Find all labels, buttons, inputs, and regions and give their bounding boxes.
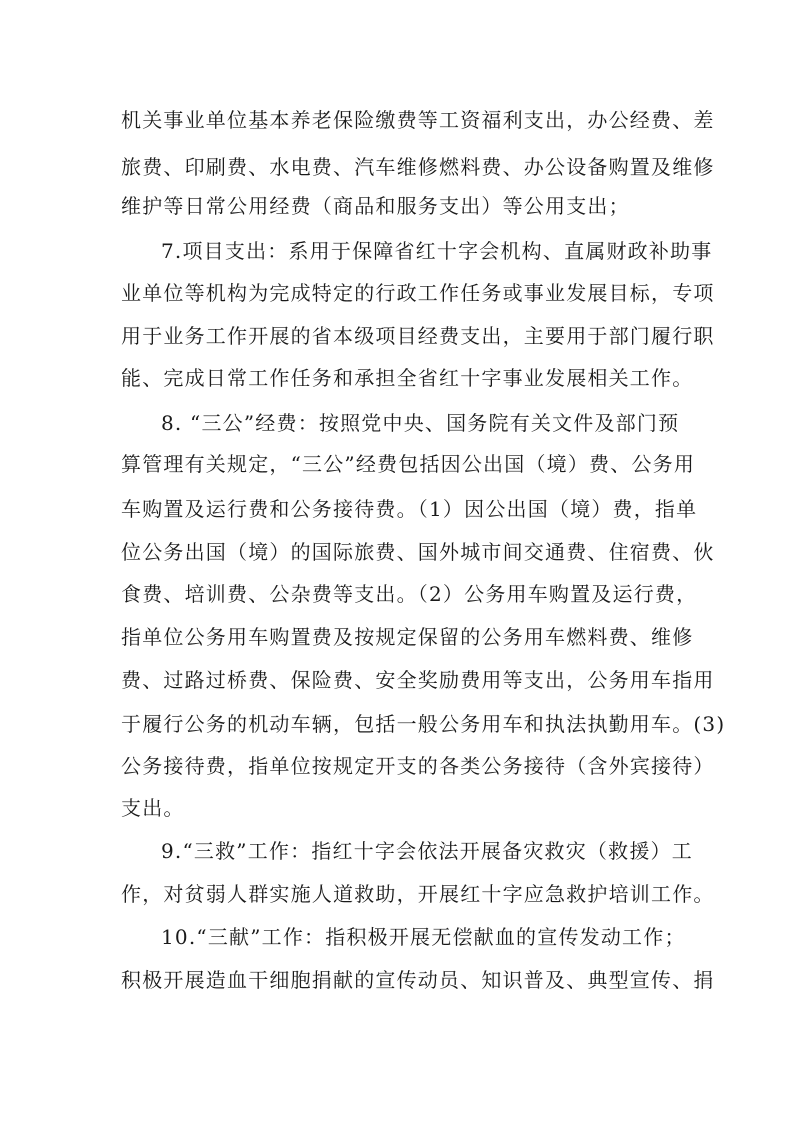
text-line: 算管理有关规定，“三公”经费包括因公出国（境）费、公务用 bbox=[121, 452, 696, 476]
text-line: 积极开展造血干细胞捐献的宣传动员、知识普及、典型宣传、捐 bbox=[121, 968, 715, 992]
text-line: 能、完成日常工作任务和承担全省红十字事业发展相关工作。 bbox=[121, 366, 694, 390]
text-line: 支出。 bbox=[121, 796, 185, 820]
text-line: 作，对贫弱人群实施人道救助，开展红十字应急救护培训工作。 bbox=[121, 882, 715, 906]
text-line: 公务接待费，指单位按规定开支的各类公务接待（含外宾接待） bbox=[121, 754, 715, 778]
text-line: 指单位公务用车购置费及按规定保留的公务用车燃料费、维修 bbox=[121, 625, 694, 649]
text-line: 车购置及运行费和公务接待费。（1）因公出国（境）费，指单 bbox=[121, 497, 698, 521]
text-line: 机关事业单位基本养老保险缴费等工资福利支出，办公经费、差 bbox=[121, 108, 715, 132]
text-line: 维护等日常公用经费（商品和服务支出）等公用支出； bbox=[121, 194, 630, 218]
text-line: 旅费、印刷费、水电费、汽车维修燃料费、办公设备购置及维修 bbox=[121, 155, 715, 179]
paragraph-start: 10.“三献”工作：指积极开展无偿献血的宣传发动工作； bbox=[161, 925, 686, 949]
text-line: 位公务出国（境）的国际旅费、国外城市间交通费、住宿费、伙 bbox=[121, 540, 715, 564]
text-line: 用于业务工作开展的省本级项目经费支出，主要用于部门履行职 bbox=[121, 324, 715, 348]
text-line: 业单位等机构为完成特定的行政工作任务或事业发展目标，专项 bbox=[121, 281, 715, 305]
text-line: 食费、培训费、公杂费等支出。（2）公务用车购置及运行费， bbox=[121, 582, 698, 606]
text-line: 费、过路过桥费、保险费、安全奖励费用等支出，公务用车指用 bbox=[121, 668, 715, 692]
paragraph-start: 7.项目支出：系用于保障省红十字会机构、直属财政补助事 bbox=[161, 239, 713, 263]
text-line: 于履行公务的机动车辆，包括一般公务用车和执法执勤用车。(3) bbox=[121, 712, 726, 736]
paragraph-start: 8. “三公”经费：按照党中央、国务院有关文件及部门预 bbox=[161, 411, 680, 435]
paragraph-start: 9.“三救”工作：指红十字会依法开展备灾救灾（救援）工 bbox=[161, 839, 693, 863]
